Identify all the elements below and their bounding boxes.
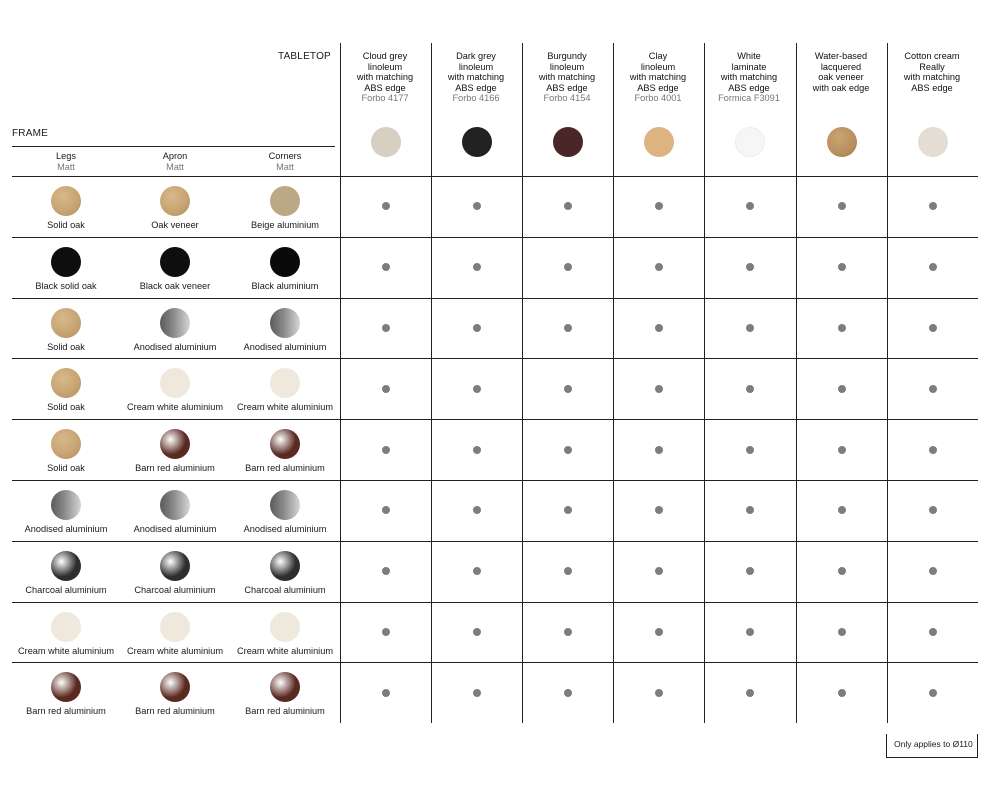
- frame-swatch: [51, 672, 81, 702]
- frame-swatch: [270, 551, 300, 581]
- frame-column-title: Apron: [162, 151, 188, 161]
- column-divider: [704, 43, 705, 723]
- availability-dot: [564, 689, 572, 697]
- header-line: with matching: [447, 72, 505, 83]
- frame-swatch: [51, 308, 81, 338]
- availability-dot: [473, 263, 481, 271]
- availability-dot: [838, 385, 846, 393]
- frame-finish-label: Barn red aluminium: [245, 706, 325, 716]
- row-divider: [12, 480, 978, 481]
- tabletop-swatch-burgundy: [553, 127, 583, 157]
- tabletop-column-header: [796, 51, 886, 93]
- header-line: ABS edge: [637, 82, 679, 93]
- frame-finish-label: Cream white aluminium: [18, 646, 114, 656]
- frame-swatch: [270, 612, 300, 642]
- tabletop-column-header: [704, 51, 794, 104]
- frame-swatch: [160, 186, 190, 216]
- header-line: with matching: [720, 72, 778, 83]
- frame-swatch: [270, 490, 300, 520]
- header-line: with oak edge: [812, 82, 870, 93]
- availability-dot: [746, 689, 754, 697]
- availability-dot: [746, 263, 754, 271]
- frame-swatch: [270, 429, 300, 459]
- tabletop-column-header: [431, 51, 521, 104]
- row-divider: [12, 298, 978, 299]
- availability-dot: [838, 567, 846, 575]
- availability-dot: [746, 324, 754, 332]
- frame-swatch: [270, 186, 300, 216]
- availability-dot: [929, 446, 937, 454]
- availability-dot: [564, 628, 572, 636]
- header-line: lacquered: [820, 61, 862, 72]
- header-line: Really: [919, 61, 945, 72]
- frame-swatch: [270, 247, 300, 277]
- availability-dot: [655, 385, 663, 393]
- frame-finish-label: Barn red aluminium: [135, 706, 215, 716]
- header-line: linoleum: [549, 61, 585, 72]
- frame-swatch: [160, 551, 190, 581]
- header-line: Clay: [648, 51, 668, 61]
- tabletop-column-header: [522, 51, 612, 104]
- availability-dot: [838, 263, 846, 271]
- header-line: Cloud grey: [362, 51, 408, 61]
- frame-finish-label: Black oak veneer: [139, 281, 211, 291]
- frame-finish-label: Anodised aluminium: [133, 342, 217, 352]
- availability-dot: [564, 202, 572, 210]
- availability-dot: [929, 202, 937, 210]
- availability-dot: [564, 385, 572, 393]
- frame-swatch: [160, 247, 190, 277]
- frame-swatch: [160, 490, 190, 520]
- frame-swatch: [51, 429, 81, 459]
- frame-column-header: [230, 151, 340, 172]
- frame-swatch: [51, 612, 81, 642]
- availability-dot: [473, 567, 481, 575]
- frame-swatch: [160, 612, 190, 642]
- availability-dot: [473, 628, 481, 636]
- header-line: with matching: [538, 72, 596, 83]
- tabletop-swatch-cloud-grey: [371, 127, 401, 157]
- row-divider: [12, 602, 978, 603]
- column-divider: [522, 43, 523, 723]
- availability-dot: [564, 506, 572, 514]
- availability-dot: [382, 263, 390, 271]
- availability-dot: [929, 689, 937, 697]
- header-line: ABS edge: [728, 82, 770, 93]
- availability-dot: [746, 628, 754, 636]
- availability-dot: [382, 689, 390, 697]
- header-line: White: [737, 51, 761, 61]
- finish-code: Forbo 4166: [452, 93, 500, 104]
- frame-finish-label: Barn red aluminium: [245, 463, 325, 473]
- availability-dot: [838, 628, 846, 636]
- frame-column-header: [11, 151, 121, 172]
- tabletop-column-header: [887, 51, 977, 93]
- availability-dot: [564, 567, 572, 575]
- header-line: with matching: [356, 72, 414, 83]
- availability-dot: [838, 324, 846, 332]
- frame-finish-label: Cream white aluminium: [237, 646, 333, 656]
- availability-dot: [655, 628, 663, 636]
- availability-dot: [473, 689, 481, 697]
- frame-finish-label: Anodised aluminium: [243, 342, 327, 352]
- tabletop-swatch-clay: [644, 127, 674, 157]
- frame-finish-label: Anodised aluminium: [24, 524, 108, 534]
- frame-finish-label: Beige aluminium: [251, 220, 319, 230]
- finish-code: Formica F3091: [718, 93, 780, 104]
- availability-dot: [382, 628, 390, 636]
- tabletop-swatch-dark-grey: [462, 127, 492, 157]
- header-line: Water-based: [814, 51, 868, 61]
- frame-finish-label: Solid oak: [47, 220, 85, 230]
- availability-dot: [838, 446, 846, 454]
- tabletop-column-header: [613, 51, 703, 104]
- availability-dot: [564, 263, 572, 271]
- availability-dot: [382, 202, 390, 210]
- frame-finish-label: Solid oak: [47, 463, 85, 473]
- availability-dot: [655, 202, 663, 210]
- header-line: ABS edge: [546, 82, 588, 93]
- availability-dot: [473, 506, 481, 514]
- header-line: Burgundy: [547, 51, 587, 61]
- frame-finish-label: Black aluminium: [251, 281, 319, 291]
- availability-dot: [838, 202, 846, 210]
- footnote-box: [886, 734, 978, 758]
- availability-dot: [382, 385, 390, 393]
- availability-dot: [929, 263, 937, 271]
- availability-dot: [473, 324, 481, 332]
- finish-code: Forbo 4154: [543, 93, 591, 104]
- frame-swatch: [270, 308, 300, 338]
- availability-dot: [564, 324, 572, 332]
- frame-finish-label: Solid oak: [47, 402, 85, 412]
- frame-finish-label: Anodised aluminium: [243, 524, 327, 534]
- frame-swatch: [160, 672, 190, 702]
- finish-code: Forbo 4177: [361, 93, 409, 104]
- availability-dot: [746, 202, 754, 210]
- frame-finish-label: Solid oak: [47, 342, 85, 352]
- availability-dot: [746, 506, 754, 514]
- frame-finish-label: Charcoal aluminium: [134, 585, 216, 595]
- header-line: laminate: [731, 61, 767, 72]
- availability-dot: [655, 263, 663, 271]
- column-divider: [887, 43, 888, 723]
- availability-dot: [564, 446, 572, 454]
- frame-finish-label: Oak veneer: [151, 220, 199, 230]
- row-divider: [12, 419, 978, 420]
- row-divider: [12, 237, 978, 238]
- frame-label: FRAME: [12, 128, 48, 139]
- header-line: ABS edge: [911, 82, 953, 93]
- frame-column-title: Corners: [268, 151, 302, 161]
- footnote-text: Only applies to Ø110: [894, 739, 973, 749]
- frame-finish-label: Anodised aluminium: [133, 524, 217, 534]
- tabletop-swatch-white: [735, 127, 765, 157]
- frame-column-finish: Matt: [276, 161, 294, 172]
- frame-column-title: Legs: [56, 151, 76, 161]
- column-divider: [796, 43, 797, 723]
- availability-dot: [838, 689, 846, 697]
- frame-swatch: [51, 368, 81, 398]
- frame-swatch: [270, 368, 300, 398]
- availability-dot: [929, 506, 937, 514]
- frame-finish-label: Barn red aluminium: [135, 463, 215, 473]
- availability-dot: [473, 385, 481, 393]
- availability-dot: [929, 567, 937, 575]
- header-line: linoleum: [367, 61, 403, 72]
- frame-finish-label: Charcoal aluminium: [244, 585, 326, 595]
- row-divider: [12, 176, 978, 177]
- column-divider: [340, 43, 341, 723]
- availability-dot: [473, 202, 481, 210]
- row-divider: [12, 662, 978, 663]
- availability-dot: [655, 446, 663, 454]
- availability-dot: [655, 689, 663, 697]
- availability-dot: [746, 446, 754, 454]
- header-line: linoleum: [458, 61, 494, 72]
- tabletop-swatch-oak-veneer: [827, 127, 857, 157]
- availability-dot: [929, 385, 937, 393]
- row-divider: [12, 541, 978, 542]
- frame-swatch: [160, 308, 190, 338]
- frame-finish-label: Black solid oak: [35, 281, 97, 291]
- availability-dot: [655, 506, 663, 514]
- availability-dot: [655, 324, 663, 332]
- frame-column-header: [120, 151, 230, 172]
- frame-finish-label: Barn red aluminium: [26, 706, 106, 716]
- frame-column-finish: Matt: [166, 161, 184, 172]
- frame-finish-label: Cream white aluminium: [127, 646, 223, 656]
- availability-dot: [929, 628, 937, 636]
- header-line: Dark grey: [456, 51, 496, 61]
- frame-swatch: [270, 672, 300, 702]
- availability-dot: [382, 567, 390, 575]
- tabletop-column-header: [340, 51, 430, 104]
- header-line: oak veneer: [818, 72, 864, 83]
- header-line: ABS edge: [455, 82, 497, 93]
- availability-dot: [838, 506, 846, 514]
- frame-column-finish: Matt: [57, 161, 75, 172]
- frame-swatch: [51, 551, 81, 581]
- availability-dot: [746, 385, 754, 393]
- header-line: with matching: [629, 72, 687, 83]
- frame-swatch: [51, 186, 81, 216]
- frame-swatch: [51, 490, 81, 520]
- column-divider: [613, 43, 614, 723]
- frame-finish-label: Charcoal aluminium: [25, 585, 107, 595]
- frame-swatch: [160, 429, 190, 459]
- column-divider: [431, 43, 432, 723]
- tabletop-label: TABLETOP: [278, 51, 331, 62]
- availability-dot: [382, 446, 390, 454]
- availability-dot: [929, 324, 937, 332]
- frame-swatch: [51, 247, 81, 277]
- availability-dot: [655, 567, 663, 575]
- finish-code: Forbo 4001: [634, 93, 682, 104]
- availability-dot: [382, 506, 390, 514]
- availability-dot: [473, 446, 481, 454]
- frame-finish-label: Cream white aluminium: [127, 402, 223, 412]
- header-line: linoleum: [640, 61, 676, 72]
- header-line: with matching: [903, 72, 961, 83]
- frame-swatch: [160, 368, 190, 398]
- header-line: ABS edge: [364, 82, 406, 93]
- frame-finish-label: Cream white aluminium: [237, 402, 333, 412]
- availability-dot: [382, 324, 390, 332]
- row-divider: [12, 358, 978, 359]
- frame-subheader-rule: [12, 146, 335, 147]
- header-line: Cotton cream: [904, 51, 960, 61]
- tabletop-swatch-cotton-cream: [918, 127, 948, 157]
- availability-dot: [746, 567, 754, 575]
